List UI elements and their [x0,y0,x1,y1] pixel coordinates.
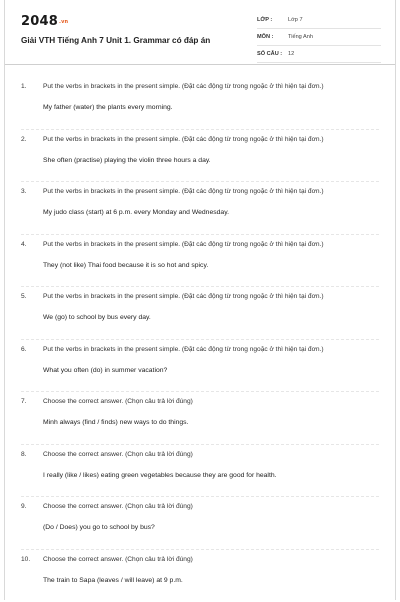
question-number: 5. [21,293,27,300]
question-number: 8. [21,451,27,458]
question-instruction: Put the verbs in brackets in the present simple. (Đặt các động từ trong ngoặc ở thì hiện tại đơn.) [43,293,324,300]
question-list [5,65,395,602]
question-text: We (go) to school by bus every day. [43,314,151,321]
question-item [5,235,395,288]
question-text: What you often (do) in summer vacation? [43,367,167,374]
question-instruction: Choose the correct answer. (Chọn câu trả lời đúng) [43,398,193,405]
document-meta [257,12,381,63]
question-text: Minh always (find / finds) new ways to do things. [43,419,188,426]
question-text: She often (practise) playing the violin three hours a day. [43,157,211,164]
question-instruction: Choose the correct answer. (Chọn câu trả lời đúng) [43,451,193,458]
question-item [5,287,395,340]
question-instruction: Put the verbs in brackets in the present simple. (Đặt các động từ trong ngoặc ở thì hiện tại đơn.) [43,241,324,248]
meta-value: Lớp 7 [288,17,303,23]
meta-value: 12 [288,51,294,57]
question-text: My judo class (start) at 6 p.m. every Monday and Wednesday. [43,209,229,216]
meta-label: MÔN : [257,34,288,40]
document-page [4,0,396,600]
meta-row-count [257,46,381,63]
document-header [5,0,395,65]
site-logo[interactable] [21,14,68,29]
question-instruction: Choose the correct answer. (Chọn câu trả lời đúng) [43,503,193,510]
question-text: They (not like) Thai food because it is so hot and spicy. [43,262,208,269]
question-number: 6. [21,346,27,353]
question-instruction: Put the verbs in brackets in the present simple. (Đặt các động từ trong ngoặc ở thì hiện tại đơn.) [43,83,324,90]
meta-value: Tiếng Anh [288,34,313,40]
question-number: 3. [21,188,27,195]
question-instruction: Put the verbs in brackets in the present simple. (Đặt các động từ trong ngoặc ở thì hiện tại đơn.) [43,346,324,353]
question-number: 2. [21,136,27,143]
logo-suffix: .vn [59,19,68,25]
meta-label: SỐ CÂU : [257,51,288,57]
question-text: (Do / Does) you go to school by bus? [43,524,155,531]
question-instruction: Put the verbs in brackets in the present simple. (Đặt các động từ trong ngoặc ở thì hiện tại đơn.) [43,188,324,195]
question-number: 1. [21,83,27,90]
question-instruction: Choose the correct answer. (Chọn câu trả lời đúng) [43,556,193,563]
meta-row-class [257,12,381,29]
question-text: I really (like / likes) eating green vegetables because they are good for health. [43,472,277,479]
question-item [5,130,395,183]
document-title: Giải VTH Tiếng Anh 7 Unit 1. Grammar có đáp án [21,36,210,45]
question-number: 4. [21,241,27,248]
question-item [5,77,395,130]
question-text: My father (water) the plants every morning. [43,104,173,111]
question-number: 7. [21,398,27,405]
question-item [5,550,395,602]
question-item [5,445,395,498]
question-item [5,497,395,550]
question-item [5,182,395,235]
meta-row-subject [257,29,381,46]
question-item [5,392,395,445]
logo-text: 2048 [21,14,58,29]
meta-label: LỚP : [257,17,288,23]
question-item [5,340,395,393]
question-instruction: Put the verbs in brackets in the present simple. (Đặt các động từ trong ngoặc ở thì hiện tại đơn.) [43,136,324,143]
question-number: 10. [21,556,30,563]
question-number: 9. [21,503,27,510]
question-text: The train to Sapa (leaves / will leave) at 9 p.m. [43,577,183,584]
